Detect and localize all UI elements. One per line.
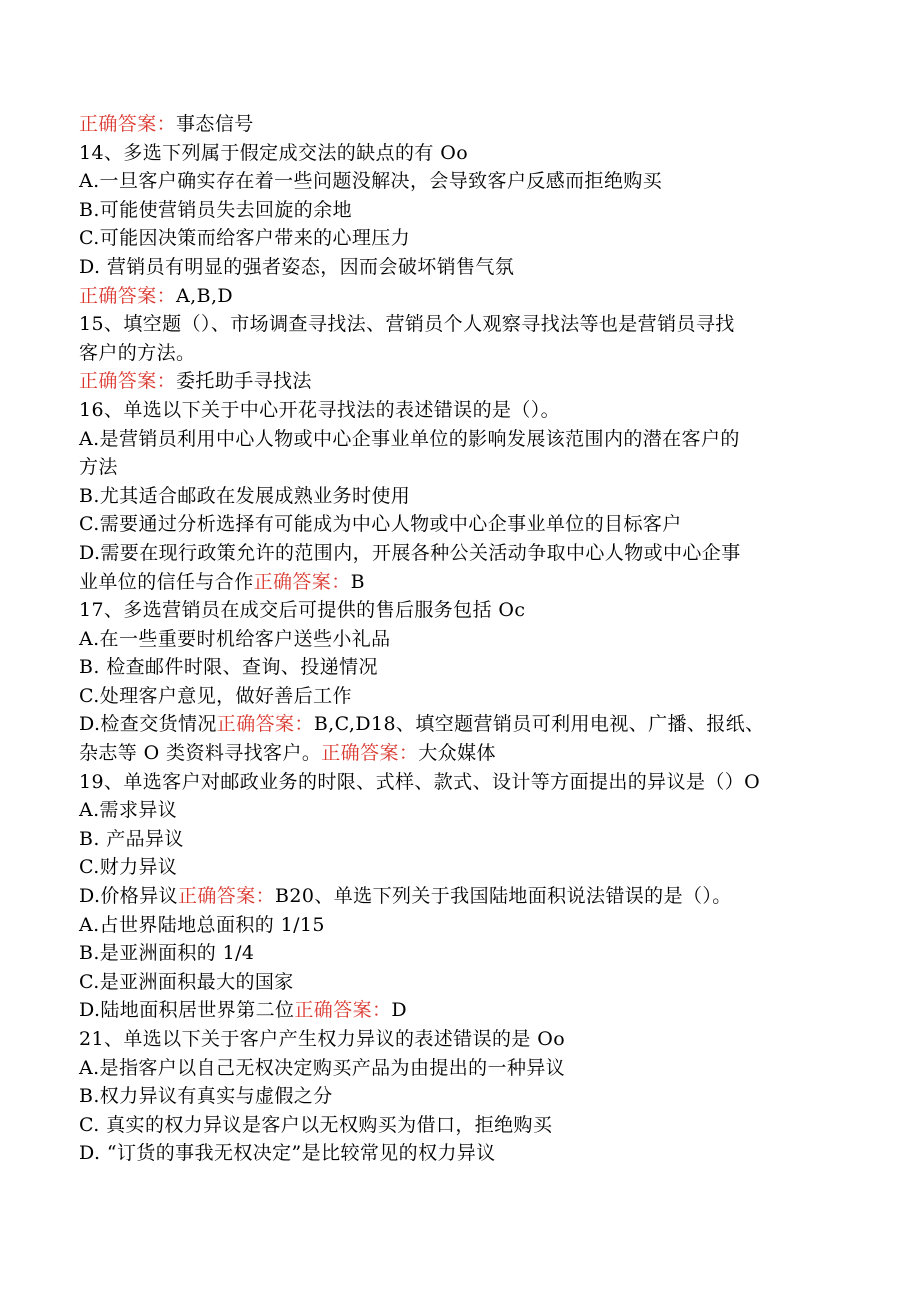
answer-label: 正确答案：	[79, 284, 177, 307]
line-text: 20、单选下列关于我国陆地面积说法错误的是（）。	[289, 885, 732, 908]
line-text: B. 检查邮件时限、查询、投递情况	[79, 656, 378, 679]
answer-label: 正确答案：	[79, 113, 177, 135]
line-text: C.处理客户意见，做好善后工作	[79, 684, 352, 707]
text-line	[79, 710, 839, 739]
answer-label: 正确答案：	[216, 713, 314, 736]
text-line	[79, 139, 839, 168]
line-text: B. 产品异议	[79, 827, 184, 850]
line-text: A.在一些重要时机给客户送些小礼品	[79, 627, 391, 650]
text-line	[79, 996, 839, 1025]
text-line	[79, 739, 839, 768]
line-text: 业单位的信任与合作	[79, 570, 254, 593]
text-line	[79, 310, 839, 339]
line-text: D.需要在现行政策允许的范围内，开展各种公关活动争取中心人物或中心企事	[79, 541, 741, 564]
line-text: 17、多选营销员在成交后可提供的售后服务包括 Oc	[79, 599, 526, 622]
line-text: 杂志等 O 类资料寻找客户。	[79, 742, 322, 765]
answer-value: D	[391, 999, 408, 1022]
line-text: A.占世界陆地总面积的 1/15	[79, 913, 325, 936]
text-line	[79, 1111, 839, 1140]
text-line	[79, 1082, 839, 1111]
line-text: B.是亚洲面积的 1/4	[79, 942, 255, 965]
text-line	[79, 653, 839, 682]
text-line	[79, 825, 839, 854]
line-text: B.权力异议有真实与虚假之分	[79, 1085, 333, 1108]
question-list	[79, 110, 839, 1168]
text-line	[79, 939, 839, 968]
line-text: D.检查交货情况	[79, 713, 217, 736]
answer-line	[79, 110, 839, 139]
line-text: D.陆地面积居世界第二位	[79, 999, 295, 1022]
text-line	[79, 396, 839, 425]
answer-value: 事态信号	[176, 113, 254, 135]
answer-label: 正确答案：	[253, 570, 351, 593]
line-text: B.尤其适合邮政在发展成熟业务时使用	[79, 484, 411, 507]
answer-value: B	[275, 885, 290, 908]
text-line	[79, 911, 839, 940]
text-line	[79, 768, 839, 797]
line-text: A.需求异议	[79, 799, 178, 822]
line-text: C.需要通过分析选择有可能成为中心人物或中心企事业单位的目标客户	[79, 513, 682, 536]
line-text: C.是亚洲面积最大的国家	[79, 970, 294, 993]
text-line	[79, 796, 839, 825]
text-line	[79, 196, 839, 225]
answer-label: 正确答案：	[321, 742, 419, 765]
line-text: D.价格异议	[79, 885, 178, 908]
answer-line	[79, 282, 839, 311]
text-line	[79, 425, 839, 454]
line-text: 14、多选下列属于假定成交法的缺点的有 Oo	[79, 141, 469, 164]
answer-label: 正确答案：	[79, 370, 177, 393]
text-line	[79, 596, 839, 625]
line-text: C.可能因决策而给客户带来的心理压力	[79, 227, 411, 250]
document-page	[79, 110, 839, 1168]
answer-value: 委托助手寻找法	[176, 370, 312, 393]
text-line	[79, 882, 839, 911]
answer-value: A,B,D	[176, 284, 234, 307]
answer-line	[79, 367, 839, 396]
text-line	[79, 1139, 839, 1168]
line-text: 15、填空题（）、市场调查寻找法、营销员个人观察寻找法等也是营销员寻找	[79, 313, 735, 336]
line-text: 方法	[79, 456, 118, 479]
line-text: B.可能使营销员失去回旋的余地	[79, 198, 353, 221]
line-text: 19、单选客户对邮政业务的时限、式样、款式、设计等方面提出的异议是（）O	[79, 770, 761, 793]
text-line	[79, 224, 839, 253]
line-text: A.一旦客户确实存在着一些问题没解决，会导致客户反感而拒绝购买	[79, 170, 663, 193]
answer-label: 正确答案：	[294, 999, 392, 1022]
line-text: 21、单选以下关于客户产生权力异议的表述错误的是 Oo	[79, 1028, 566, 1050]
answer-label: 正确答案：	[178, 885, 276, 908]
text-line	[79, 682, 839, 711]
text-line	[79, 253, 839, 282]
text-line	[79, 853, 839, 882]
answer-value: B	[350, 570, 365, 593]
text-line	[79, 625, 839, 654]
text-line	[79, 1054, 839, 1083]
text-line	[79, 510, 839, 539]
answer-value: B,C,D	[313, 713, 371, 736]
line-text: 18、填空题营销员可利用电视、广播、报纸、	[370, 713, 765, 736]
text-line	[79, 453, 839, 482]
text-line	[79, 568, 839, 597]
text-line	[79, 167, 839, 196]
text-line	[79, 968, 839, 997]
line-text: D. “订货的事我无权决定”是比较常见的权力异议	[79, 1142, 496, 1165]
text-line	[79, 1025, 839, 1054]
line-text: D. 营销员有明显的强者姿态，因而会破坏销售气氛	[79, 255, 515, 278]
line-text: C.财力异议	[79, 856, 178, 879]
text-line	[79, 339, 839, 368]
line-text: A.是指客户以自己无权决定购买产品为由提出的一种异议	[79, 1056, 566, 1079]
line-text: 16、单选以下关于中心开花寻找法的表述错误的是（）。	[79, 398, 561, 421]
line-text: 客户的方法。	[79, 341, 196, 364]
text-line	[79, 539, 839, 568]
text-line	[79, 482, 839, 511]
answer-value: 大众媒体	[418, 742, 496, 765]
line-text: A.是营销员利用中心人物或中心企事业单位的影响发展该范围内的潜在客户的	[79, 427, 740, 450]
line-text: C. 真实的权力异议是客户以无权购买为借口，拒绝购买	[79, 1113, 553, 1136]
